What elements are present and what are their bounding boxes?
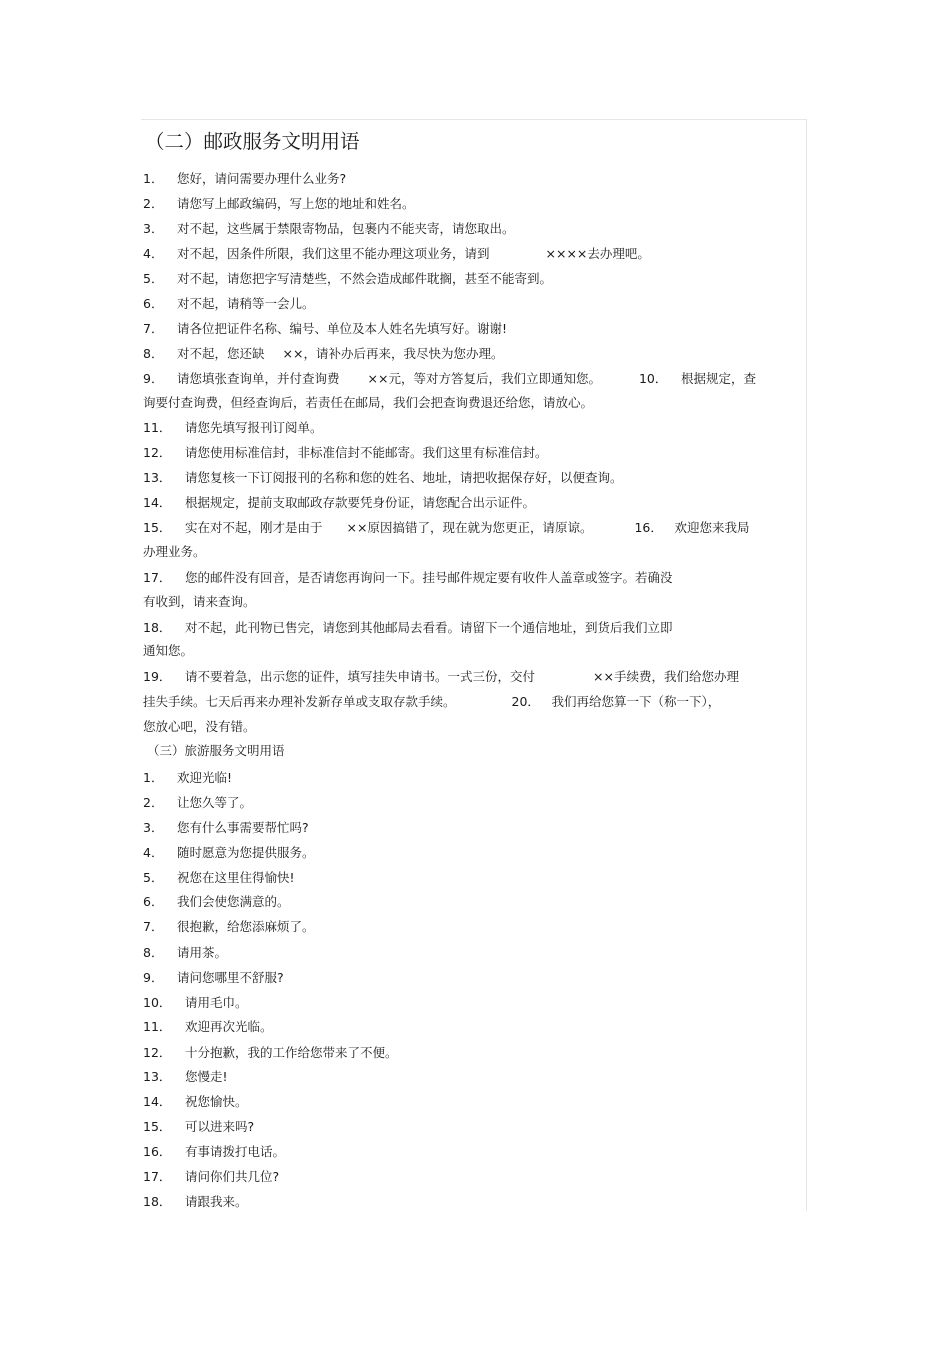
section-title-postal: （二）邮政服务文明用语 bbox=[145, 130, 360, 153]
postal-item-12: 12． 请您使用标准信封，非标准信封不能邮寄。我们这里有标准信封。 bbox=[143, 445, 548, 460]
tourism-item-12: 12． 十分抱歉，我的工作给您带来了不便。 bbox=[143, 1045, 398, 1060]
postal-item-2: 2． 请您写上邮政编码，写上您的地址和姓名。 bbox=[143, 196, 415, 211]
tourism-item-16: 16． 有事请拨打电话。 bbox=[143, 1144, 286, 1159]
tourism-item-9: 9． 请问您哪里不舒服? bbox=[143, 970, 284, 985]
section-title-tourism: （三）旅游服务文明用语 bbox=[147, 743, 285, 758]
postal-item-15: 15． 实在对不起，刚才是由于 ××原因搞错了，现在就为您更正，请原谅。 16． 欢迎您来我局 bbox=[143, 520, 750, 535]
postal-item-8: 8． 对不起，您还缺 ××，请补办后再来，我尽快为您办理。 bbox=[143, 346, 504, 361]
tourism-item-1: 1． 欢迎光临! bbox=[143, 770, 233, 785]
postal-item-18: 18． 对不起，此刊物已售完，请您到其他邮局去看看。请留下一个通信地址，到货后我们立即 bbox=[143, 620, 673, 635]
tourism-item-5: 5． 祝您在这里住得愉快! bbox=[143, 870, 295, 885]
postal-item-17: 17． 您的邮件没有回音，是否请您再询问一下。挂号邮件规定要有收件人盖章或签字。若确没 bbox=[143, 570, 673, 585]
postal-item-13: 13． 请您复核一下订阅报刊的名称和您的姓名、地址，请把收据保存好，以便查询。 bbox=[143, 470, 623, 485]
tourism-item-6: 6． 我们会使您满意的。 bbox=[143, 894, 290, 909]
tourism-item-7: 7． 很抱歉，给您添麻烦了。 bbox=[143, 919, 315, 934]
postal-item-1: 1． 您好，请问需要办理什么业务? bbox=[143, 171, 347, 186]
tourism-item-13: 13． 您慢走! bbox=[143, 1069, 228, 1084]
postal-item-4: 4． 对不起，因条件所限，我们这里不能办理这项业务，请到 ××××去办理吧。 bbox=[143, 246, 650, 261]
postal-item-10-cont: 询要付查询费，但经查询后，若责任在邮局，我们会把查询费退还给您，请放心。 bbox=[143, 395, 594, 410]
postal-item-20: 挂失手续。七天后再来办理补发新存单或支取存款手续。 20． 我们再给您算一下（称一下）， bbox=[143, 694, 721, 709]
postal-item-9: 9． 请您填张查询单，并付查询费 ××元，等对方答复后，我们立即通知您。 10． 根据规定，查 bbox=[143, 371, 756, 386]
tourism-item-14: 14． 祝您愉快。 bbox=[143, 1094, 248, 1109]
tourism-item-2: 2． 让您久等了。 bbox=[143, 795, 253, 810]
tourism-item-17: 17． 请问你们共几位? bbox=[143, 1169, 280, 1184]
postal-item-6: 6． 对不起，请稍等一会儿。 bbox=[143, 296, 315, 311]
postal-item-11: 11． 请您先填写报刊订阅单。 bbox=[143, 420, 323, 435]
postal-item-16-cont: 办理业务。 bbox=[143, 544, 206, 559]
tourism-item-15: 15． 可以进来吗? bbox=[143, 1119, 255, 1134]
postal-item-18-cont: 通知您。 bbox=[143, 643, 194, 658]
postal-item-17-cont: 有收到，请来查询。 bbox=[143, 594, 256, 609]
postal-item-3: 3． 对不起，这些属于禁限寄物品，包裹内不能夹寄，请您取出。 bbox=[143, 221, 515, 236]
tourism-item-3: 3． 您有什么事需要帮忙吗? bbox=[143, 820, 309, 835]
postal-item-19: 19． 请不要着急，出示您的证件，填写挂失申请书。一式三份，交付 ××手续费，我们给您办理 bbox=[143, 669, 739, 684]
postal-item-7: 7． 请各位把证件名称、编号、单位及本人姓名先填写好。谢谢! bbox=[143, 321, 508, 336]
postal-item-5: 5． 对不起，请您把字写清楚些，不然会造成邮件耽搁，甚至不能寄到。 bbox=[143, 271, 553, 286]
tourism-item-4: 4． 随时愿意为您提供服务。 bbox=[143, 845, 315, 860]
tourism-item-8: 8． 请用茶。 bbox=[143, 945, 228, 960]
tourism-item-10: 10． 请用毛巾。 bbox=[143, 995, 248, 1010]
postal-item-20-cont: 您放心吧，没有错。 bbox=[143, 719, 256, 734]
postal-item-14: 14． 根据规定，提前支取邮政存款要凭身份证，请您配合出示证件。 bbox=[143, 495, 536, 510]
tourism-item-18: 18． 请跟我来。 bbox=[143, 1194, 248, 1209]
tourism-item-11: 11． 欢迎再次光临。 bbox=[143, 1019, 273, 1034]
